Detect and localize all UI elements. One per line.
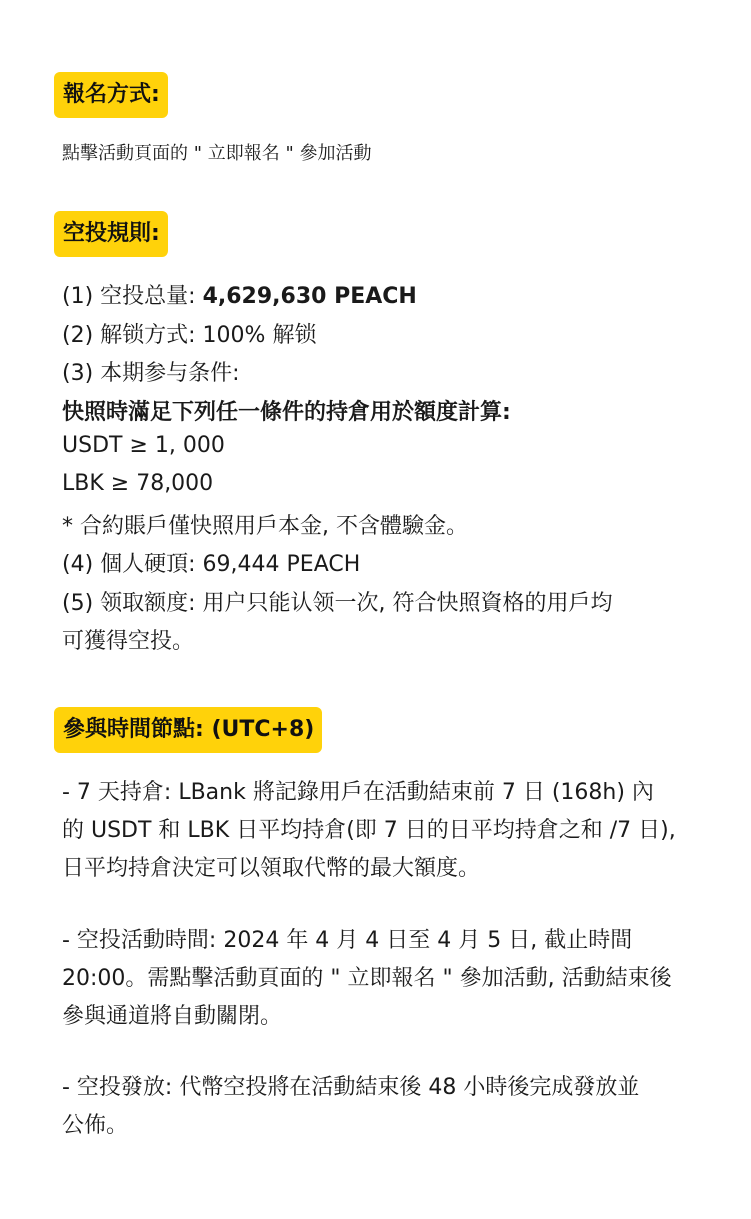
rules-contract-note: * 合約賬戶僅快照用戶本金, 不含體驗金。 [62,514,468,539]
time-period-line1: - 空投活動時間: 2024 年 4 月 4 日至 4 月 5 日, 截止時間 [62,928,633,953]
rules-claim-limit-cont: 可獲得空投。 [62,629,195,654]
rules-heading: 空投規則: [54,211,168,257]
time-holding-line2: 的 USDT 和 LBK 日平均持倉(即 7 日的日平均持倉之和 /7 日), [62,818,676,843]
signup-heading: 報名方式: [54,72,168,118]
rules-lbk-condition: LBK ≥ 78,000 [62,471,214,496]
rules-personal-cap: (4) 個人硬頂: 69,444 PEACH [62,552,361,577]
time-holding-line3: 日平均持倉決定可以領取代幣的最大額度。 [62,856,481,881]
time-heading: 參與時間節點: (UTC+8) [54,707,322,753]
rules-usdt-condition: USDT ≥ 1, 000 [62,433,225,458]
rules-conditions: (3) 本期参与条件: [62,361,240,386]
rules-claim-limit: (5) 领取额度: 用户只能认领一次, 符合快照資格的用戶均 [62,591,613,616]
time-distribution-line1: - 空投發放: 代幣空投將在活動結束後 48 小時後完成發放並 [62,1075,640,1100]
rules-total-airdrop-value: 4,629,630 PEACH [202,284,417,309]
time-period-line3: 參與通道將自動關閉。 [62,1004,283,1029]
time-holding-line1: - 7 天持倉: LBank 將記錄用戶在活動結束前 7 日 (168h) 內 [62,780,654,805]
rules-snapshot-note: 快照時滿足下列任一條件的持倉用於額度計算: [62,400,511,425]
rules-total-airdrop-label: (1) 空投总量: [62,284,196,309]
signup-instruction: 點擊活動頁面的 " 立即報名 " 參加活動 [62,143,372,164]
rules-unlock-method: (2) 解锁方式: 100% 解锁 [62,323,317,348]
time-period-line2: 20:00。需點擊活動頁面的 " 立即報名 " 參加活動, 活動結束後 [62,966,672,991]
time-distribution-line2: 公佈。 [62,1113,129,1138]
rules-total-airdrop [62,279,417,310]
